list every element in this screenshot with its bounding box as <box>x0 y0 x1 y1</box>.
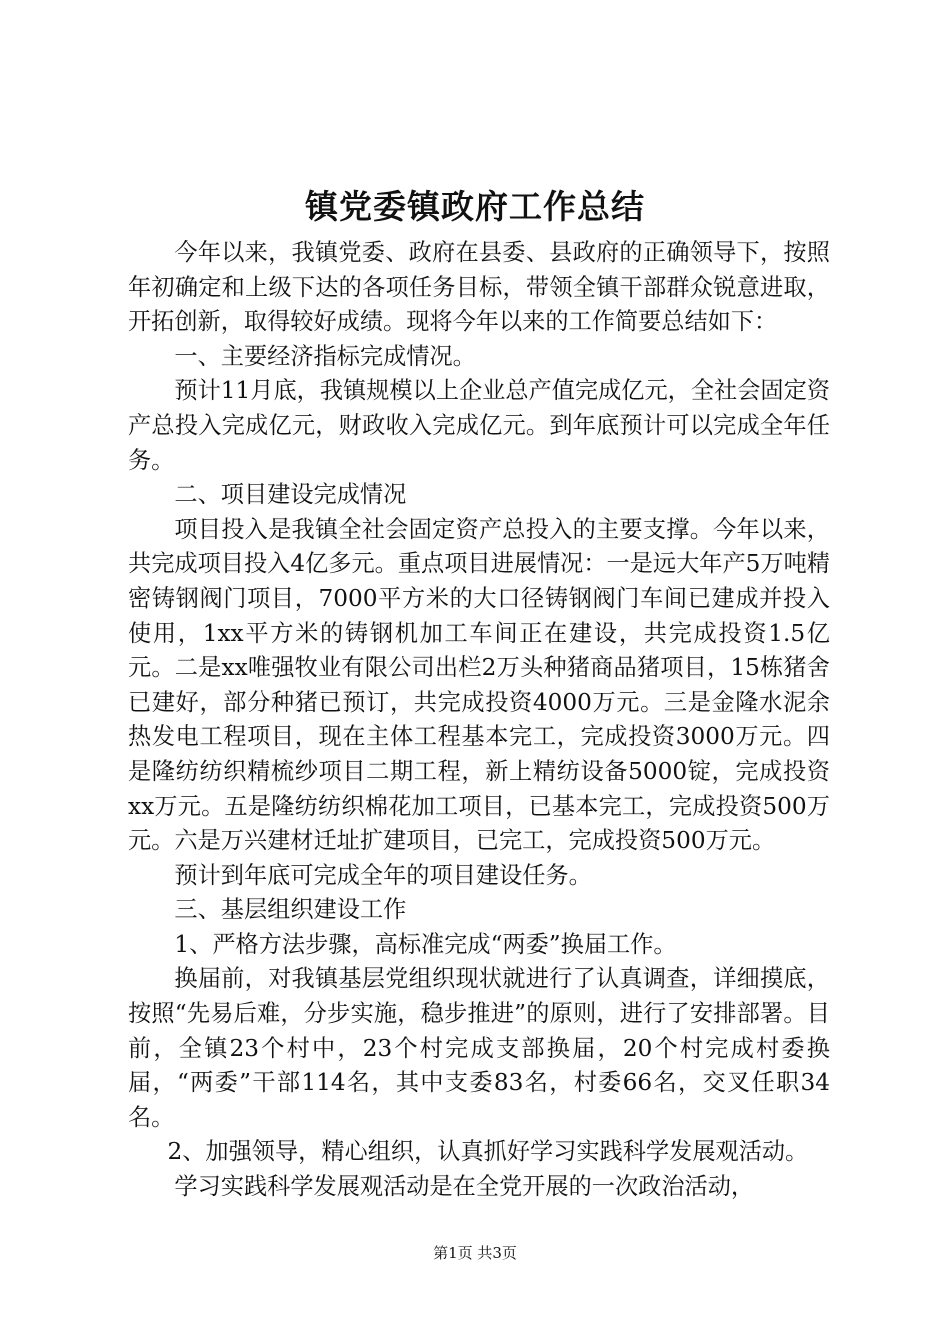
subheading-study-activity: 2、加强领导，精心组织，认真抓好学习实践科学发展观活动。 <box>167 1138 809 1166</box>
subheading-election: 1、严格方法步骤，高标准完成“两委”换届工作。 <box>174 930 677 958</box>
section-heading-economy: 一、主要经济指标完成情况。 <box>174 342 476 370</box>
section-heading-organization: 三、基层组织建设工作 <box>174 896 407 924</box>
projects-paragraph: 项目投入是我镇全社会固定资产总投入的主要支撑。今年以来，共完成项目投入4亿多元。重点项目进展情况：一是远大年产5万吨精密铸钢阀门项目，7000平方米的大口径铸钢阀门车间已建成并投入使用，1xx平方米的铸钢机加工车间正在建设，共完成投资1.5亿元。二是xx唯强牧业有限公司出栏2万头种猪商品猪项目，15栋猪舍已建好，部分种猪已预订，共完成投资4000万元。三是金隆水泥余热发电工程项目，现在主体工程基本完工，完成投资3000万元。四是隆纺纺织精梳纱项目二期工程，新上精纺设备5000锭，完成投资xx万元。五是隆纺纺织棉花加工项目，已基本完工，完成投资500万元。六是万兴建材迁址扩建项目，已完工，完成投资500万元。 <box>128 515 830 855</box>
study-activity-paragraph: 学习实践科学发展观活动是在全党开展的一次政治活动， <box>174 1173 755 1201</box>
economy-paragraph: 预计11月底，我镇规模以上企业总产值完成亿元，全社会固定资产总投入完成亿元，财政收入完成亿元。到年底预计可以完成全年任务。 <box>128 377 830 474</box>
page-footer: 第1页 共3页 <box>433 1244 517 1262</box>
election-paragraph: 换届前，对我镇基层党组织现状就进行了认真调查，详细摸底，按照“先易后难，分步实施，稳步推进”的原则，进行了安排部署。目前，全镇23个村中，23个村完成支部换届，20个村完成村委换届，“两委”干部114名，其中支委83名，村委66名，交叉任职34名。 <box>128 965 830 1131</box>
section-heading-projects: 二、项目建设完成情况 <box>174 481 407 509</box>
document-title: 镇党委镇政府工作总结 <box>305 187 645 226</box>
intro-paragraph: 今年以来，我镇党委、政府在县委、县政府的正确领导下，按照年初确定和上级下达的各项任务目标，带领全镇干部群众锐意进取，开拓创新，取得较好成绩。现将今年以来的工作简要总结如下： <box>128 239 830 336</box>
projects-forecast-paragraph: 预计到年底可完成全年的项目建设任务。 <box>174 861 592 889</box>
document-body <box>128 236 830 1205</box>
